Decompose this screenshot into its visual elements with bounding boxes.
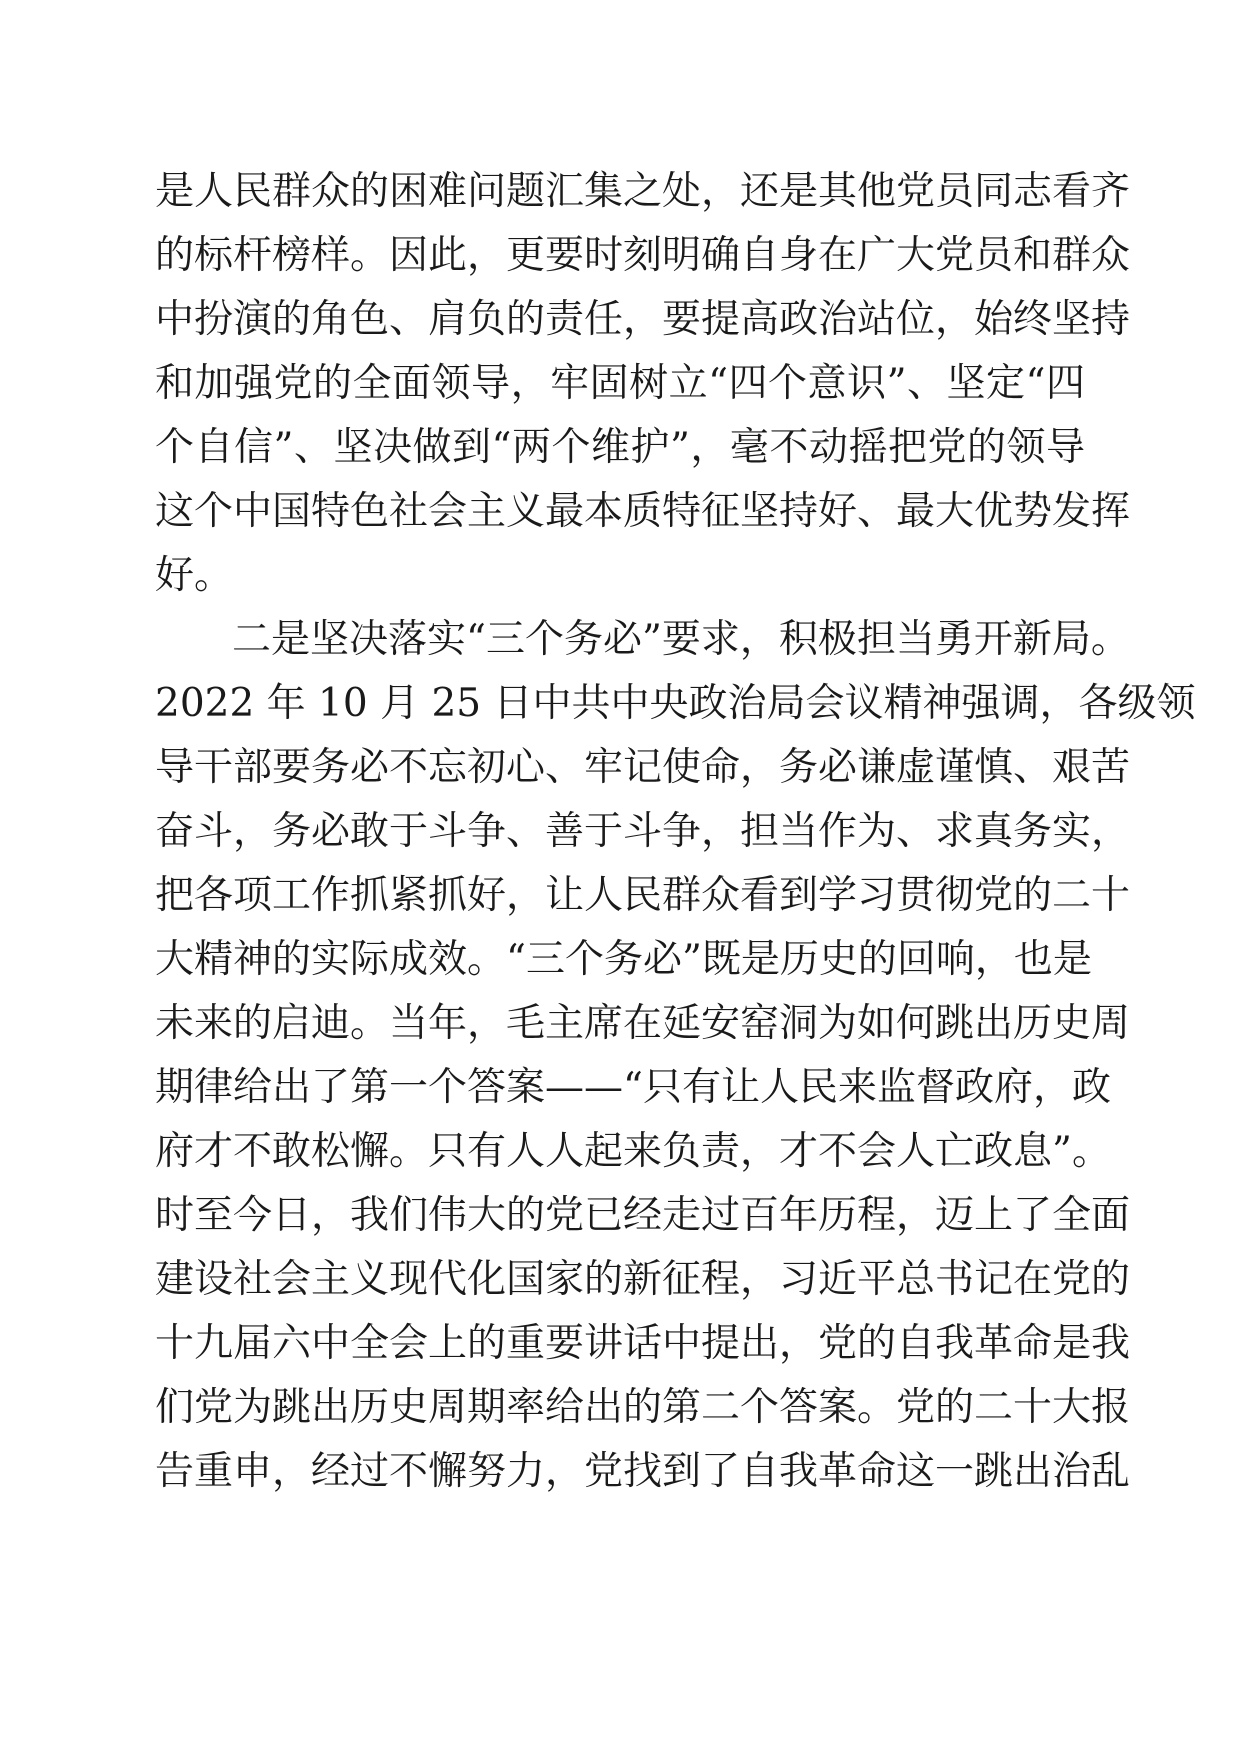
text-line: 把各项工作抓紧抓好，让人民群众看到学习贯彻党的二十: [155, 873, 1131, 918]
text-line: 个自信”、坚决做到“两个维护”，毫不动摇把党的领导: [155, 425, 1085, 470]
text-line: 期律给出了第一个答案——“只有让人民来监督政府，政: [155, 1065, 1111, 1110]
text-line: 是人民群众的困难问题汇集之处，还是其他党员同志看齐: [155, 169, 1131, 214]
text-line: 告重申，经过不懈努力，党找到了自我革命这一跳出治乱: [155, 1449, 1131, 1494]
text-line: 们党为跳出历史周期率给出的第二个答案。党的二十大报: [155, 1385, 1131, 1430]
text-line: 十九届六中全会上的重要讲话中提出，党的自我革命是我: [155, 1321, 1131, 1366]
text-line: 未来的启迪。当年，毛主席在延安窑洞为如何跳出历史周: [155, 1001, 1131, 1046]
text-line: 这个中国特色社会主义最本质特征坚持好、最大优势发挥: [155, 489, 1131, 534]
text-line: 奋斗，务必敢于斗争、善于斗争，担当作为、求真务实，: [155, 809, 1131, 854]
text-line: 中扮演的角色、肩负的责任，要提高政治站位，始终坚持: [155, 297, 1131, 342]
text-line: 的标杆榜样。因此，更要时刻明确自身在广大党员和群众: [155, 233, 1131, 278]
text-line: 大精神的实际成效。“三个务必”既是历史的回响，也是: [155, 937, 1092, 982]
text-line: 2022 年 10 月 25 日中共中央政治局会议精神强调，各级领: [155, 681, 1196, 726]
section-heading-line: 二是坚决落实“三个务必”要求，积极担当勇开新局。: [232, 617, 1130, 662]
text-line: 和加强党的全面领导，牢固树立“四个意识”、坚定“四: [155, 361, 1085, 406]
text-line: 建设社会主义现代化国家的新征程，习近平总书记在党的: [155, 1257, 1131, 1302]
text-line: 导干部要务必不忘初心、牢记使命，务必谦虚谨慎、艰苦: [155, 745, 1131, 790]
text-line: 时至今日，我们伟大的党已经走过百年历程，迈上了全面: [155, 1193, 1131, 1238]
text-line: 府才不敢松懈。只有人人起来负责，才不会人亡政息”。: [155, 1129, 1111, 1174]
text-line: 好。: [155, 553, 234, 598]
